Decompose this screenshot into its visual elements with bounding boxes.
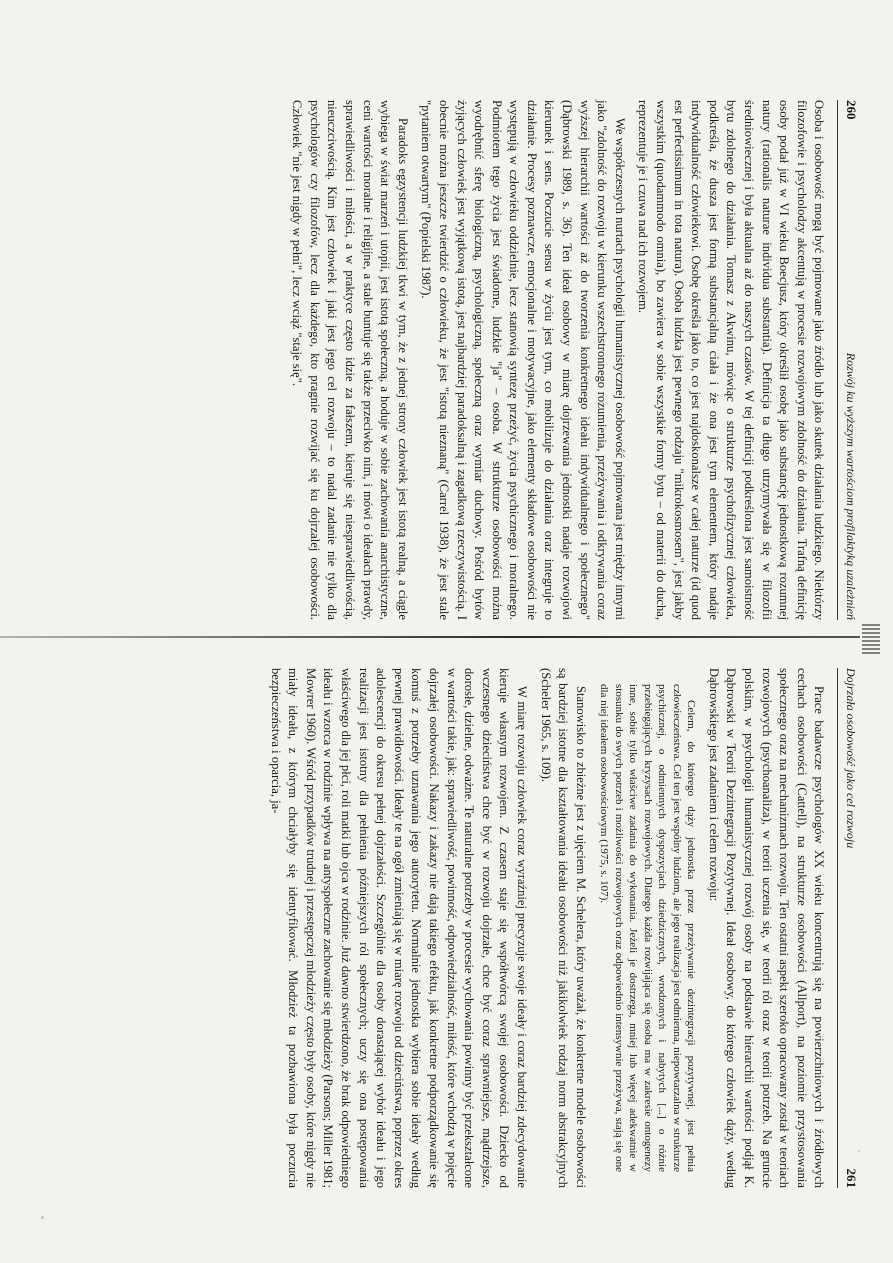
paragraph: Paradoks egzystencji ludzkiej tkwi w tym, że z jednej strony człowiek jest istotą realną, a ciągle wybiega w świat marzeń i utopii, jest istotą społeczną, a hoduje w sobie zachowania anarchistyczne, ceni wartości moralne i religijne, a stale buntuje się także przeciwko nim, i mówi o ideałach prawdy, sprawiedliwości i miłości, a w praktyce często idzie za fałszem, kieruje się niesprawiedliwością, nieuczciwością. Kim jest człowiek i jaki jest jego cel rozwoju – to nadal zadanie nie tylko dla psychologów czy filozofów, lecz dla każdego, kto pragnie rozwijać się ku dojrzalej osobowości. Człowiek "nie jest nigdy w pełni", lecz wciąż "staje się". (290, 100, 410, 620)
paragraph: We współczesnych nurtach psychologii humanistycznej osobowość pojmowana jest między innymi jako "zdolność do rozwoju w kierunku wszechstronnego rozumienia, przeżywania i odkrywania coraz wyższej hierarchii wartości aż do tworzenia konkretnego ideału indywidualnego i społecznego" (Dąbrowski 1989, s. 36). Ten ideał osobowy w miarę dojrzewania jednostki nadaje rozwojowi kierunek i sens. Poczucie sensu w życiu jest tym, co mobilizuje do działania oraz integruje to działanie. Procesy poznawcze, emocjonalne i motywacyjne, jako elementy składowe osobowości nie występują w człowieku oddzielnie, lecz stanowią syntezę przeżyć, życia psychicznego i moralnego. Podmiotem tego życia jest świadome, ludzkie "ja" – osoba. W strukturze osobowości można wyodrębnić sferę biologiczną, psychologiczną, społeczną oraz wymiar duchowy. Pośród bytów żyjących człowiek jest wyjątkową istotą, jest najbardziej paradoksalną i zagadkową rzeczywistością. I obecnie można jeszcze twierdzić o człowieku, że jest "istotą nieznaną" (Carrel 1938), że jest stale "pytaniem otwartym" (Popielski 1987). (419, 100, 627, 620)
page-number-right: 261 (844, 1168, 859, 1188)
block-quote: Celem, do którego dąży jednostka przez przeżywanie dezintegracji pozytywnej, jest pełnia człowieczeństwa. Cel ten jest wspólny ludziom, ale jego realizacja jest odmienna, niepowtarzalna w strukturze psychicznej, o odmiennych dyspozycjach dziedzicznych, wrodzonych i nabytych [...] o różnie przebiegających kryzysach rozwojowych. Dlatego każda rozwijająca się osoba ma w zakresie ontogenezy inne, sobie tylko właściwe zadania do wykonania. Jeżeli je dostrzega, mniej lub więcej adekwatnie w stosunku do swych potrzeb i możliwości rozwojowych oraz odpowiednio intensywnie przeżywa, stają się one dla niej ideałem osobowościowym (1975, s. 107). (598, 684, 698, 1172)
running-title-right: Dojrzała osobowość jako cel rozwoju (844, 668, 858, 849)
paragraph: Osoba i osobowość mogą być pojmowane jako źródło lub jako skutek działania ludzkiego. Niektórzy filozofowie i psycholodzy akcentują w procesie rozwojowym zdolność do działania. Trafną definicję osoby podał już w VI wieku Boecjusz, który określił osobę jako substancję jednostkową rozumnej natury (rationalis naturae individua substantia). Definicja ta długo utrzymywała się w filozofii średniowiecznej i była aktualna aż do naszych czasów. W tej definicji podkreślona jest samoistność bytu zdolnego do działania. Tomasz z Akwinu, mówiąc o strukturze psychofizycznej człowieka, podkreśla, że dusza jest formą substancjalną ciała i że ona jest tym elementem, który nadaje indywidualność człowiekowi. Osobę określa jako to, co jest najdoskonalsze w całej naturze (id quod est perfectissimum in tota natura). Osoba ludzka jest pewnego rodzaju "mikrokosmosem", jest jakby wszystkim (quodammodo omnia), bo zawiera w sobie wszystkie formy bytu – od materii do ducha, reprezentuje je i czuwa nad ich rozwojem. (636, 100, 827, 620)
paragraph: Prace badawcze psychologów XX wieku koncentrują się na powierzchniowych i źródłowych cechach osobowości (Cattell), na strukturze osobowości (Allport), na poziomie przystosowania społecznego oraz na mechanizmach rozwoju. Ten ostatni aspekt szeroko opracowany został w teoriach rozwojowych (psychoanaliza), w teorii uczenia się, w teorii ról oraz w teorii potrzeb. Na gruncie polskim, w psychologii humanistycznej rozwój osoby na podstawie hierarchii wartości podjął K. Dąbrowski w Teorii Dezintegracji Pozytywnej. Ideał osobowy, do którego człowiek dąży, według Dąbrowskiego jest zadaniem i celem rozwoju: (706, 668, 827, 1188)
paragraph: W miarę rozwoju człowiek coraz wyraźniej precyzuje swoje ideały i coraz bardziej zdecydowanie kieruje własnym rozwojem. Z czasem staje się współtwórcą swojej osobowości. Dziecko od wczesnego dzieciństwa chce być w rozwoju dojrzałe, chce być coraz sprawniejsze, mądrzejsze, dorosłe, dzielne, odważne. Te naturalne potrzeby w procesie wychowania powinny być przekształcone w wartości takie, jak: sprawiedliwość, powinność, odpowiedzialność, miłość, które wchodzą w pojęcie dojrzałej osobowości. Nakazy i zakazy nie dają takiego efektu, jak konkretne podporządkowanie się komuś z potrzeby uznawania jego autorytetu. Normalnie jednostka wybiera sobie ideały według pewnej prawidłowości. Ideały te na ogół zmieniają się w miarę rozwoju od dzieciństwa, poprzez okres adolescencji do okresu pełnej dojrzałości. Szczególnie dla osoby dorastającej wybór ideału i jego realizacji jest istotny dla pełnienia późniejszych ról społecznych; uczy się ona postępowania właściwego dla jej płci, roli matki lub ojca w rodzinie. Już dawno stwierdzono, że brak odpowiedniego ideału i wzorca w rodzinie wpływa na antyspołeczne zachowanie się młodzieży (Parsons; Miller 1981; Mowrer 1960). Wśród przypadków trudnej i przestępczej młodzieży często były osoby, które nigdy nie miały ideału, z którym chciałyby się identyfikować. Młodzież ta pozbawiona była poczucia bezpieczeństwa i oparcia, ja- (268, 668, 529, 1188)
paragraph: Stanowisko to zbieżne jest z ujęciem M. Schelera, który uważał, że konkretne modele osobowości są bardziej istotne dla kształtowania ideału osobowości niż jakikolwiek rodzaj norm abstrakcyjnych (Scheler 1965, s. 109). (538, 668, 588, 1188)
left-page (70, 100, 860, 620)
page-number-left: 260 (844, 100, 859, 120)
book-gutter-fold (0, 636, 860, 638)
right-page (70, 668, 860, 1188)
scan-speck (41, 1216, 44, 1219)
running-title-left: Rozwój ku wyższym wartościom profilaktyką uzależnień (844, 352, 858, 620)
scan-speck (858, 1150, 860, 1152)
scan-binding-mark (862, 624, 880, 654)
running-head-right (837, 668, 860, 1188)
running-head-left (837, 100, 860, 620)
